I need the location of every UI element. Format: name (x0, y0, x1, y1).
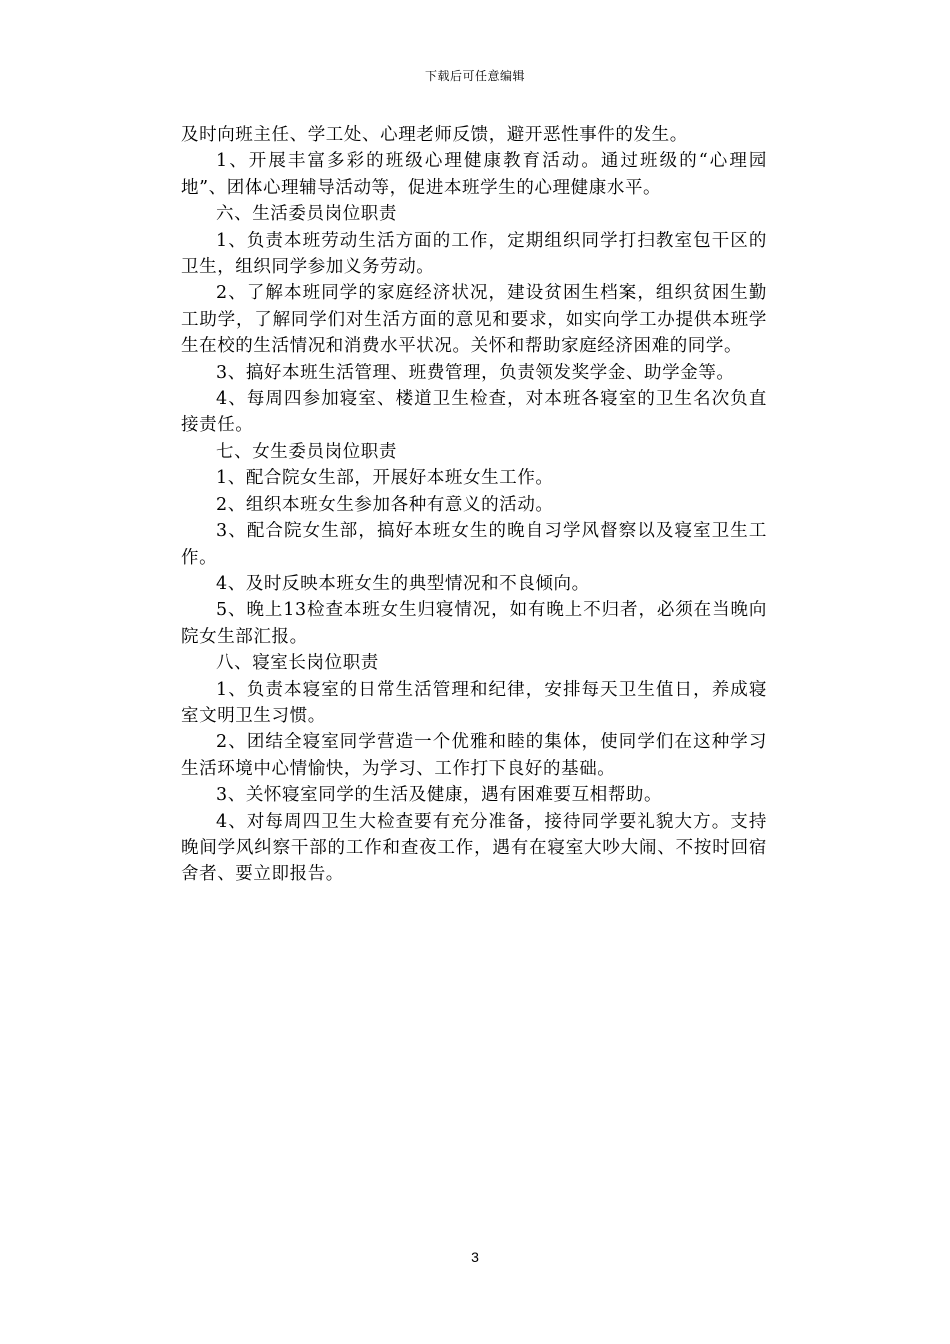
paragraph: 1、开展丰富多彩的班级心理健康教育活动。通过班级的“心理园地”、团体心理辅导活动等，促进本班学生的心理健康水平。 (181, 151, 767, 198)
page-number: 3 (471, 1249, 479, 1265)
paragraph: 2、组织本班女生参加各种有意义的活动。 (216, 494, 554, 515)
document-body (181, 122, 767, 888)
paragraph: 4、每周四参加寝室、楼道卫生检查，对本班各寝室的卫生名次负直接责任。 (181, 389, 767, 436)
section-heading-female-committee: 七、女生委员岗位职责 (216, 441, 397, 462)
paragraph: 1、配合院女生部，开展好本班女生工作。 (216, 468, 554, 489)
section-heading-dorm-leader: 八、寝室长岗位职责 (216, 653, 379, 674)
section-heading-life-committee: 六、生活委员岗位职责 (216, 204, 397, 225)
paragraph-continuation: 及时向班主任、学工处、心理老师反馈，避开恶性事件的发生。 (181, 125, 688, 145)
paragraph: 3、搞好本班生活管理、班费管理，负责领发奖学金、助学金等。 (216, 362, 735, 383)
paragraph: 1、负责本班劳动生活方面的工作，定期组织同学打扫教室包干区的卫生，组织同学参加义务劳动。 (181, 230, 767, 278)
paragraph: 2、团结全寝室同学营造一个优雅和睦的集体，使同学们在这种学习生活环境中心情愉快，为学习、工作打下良好的基础。 (181, 732, 767, 779)
page-header: 下载后可任意编辑 (424, 69, 525, 83)
paragraph: 5、晚上13检查本班女生归寝情况，如有晚上不归者，必须在当晚向院女生部汇报。 (181, 600, 767, 647)
paragraph: 4、对每周四卫生大检查要有充分准备，接待同学要礼貌大方。支持晚间学风纠察干部的工作和查夜工作，遇有在寝室大吵大闹、不按时回宿舍者、要立即报告。 (181, 811, 767, 885)
paragraph: 3、关怀寝室同学的生活及健康，遇有困难要互相帮助。 (216, 785, 663, 806)
paragraph: 2、了解本班同学的家庭经济状况，建设贫困生档案，组织贫困生勤工助学，了解同学们对生活方面的意见和要求，如实向学工办提供本班学生在校的生活情况和消费水平状况。关怀和帮助家庭经济困难的同学。 (181, 283, 767, 357)
paragraph: 1、负责本寝室的日常生活管理和纪律，安排每天卫生值日，养成寝室文明卫生习惯。 (181, 679, 767, 726)
paragraph: 3、配合院女生部，搞好本班女生的晚自习学风督察以及寝室卫生工作。 (181, 521, 767, 568)
paragraph: 4、及时反映本班女生的典型情况和不良倾向。 (216, 573, 590, 594)
